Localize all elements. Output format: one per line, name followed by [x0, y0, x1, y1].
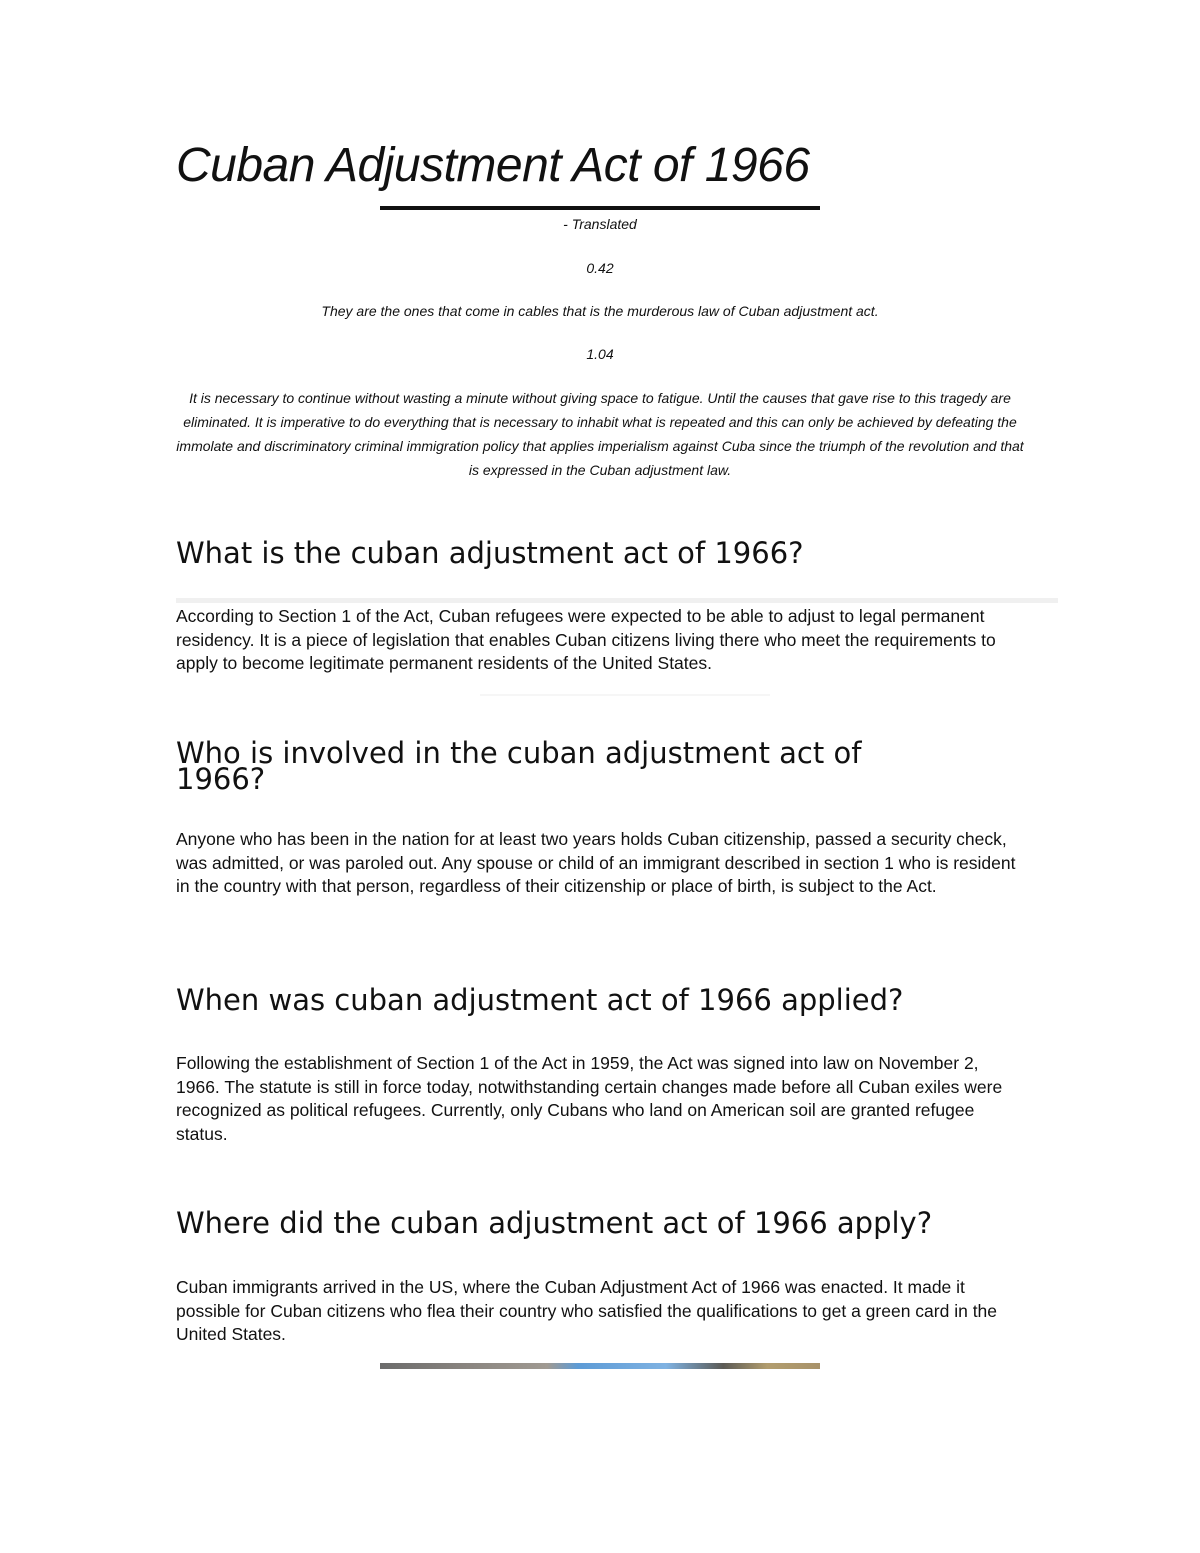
- title-underline: [380, 206, 820, 210]
- faint-divider: [480, 694, 770, 696]
- quote-2: It is necessary to continue without wasting a minute without giving space to fatigue. Until the causes that gave rise to this tragedy are eliminated. It is imperative to do everything that is necessary to inhabit what is repeated and this can only be achieved by defeating the immolate and discriminatory criminal immigration policy that applies imperialism against Cuba since the triumph of the revolution and that is expressed in the Cuban adjustment law.: [176, 390, 1024, 478]
- section-heading-who: Who is involved in the cuban adjustment act of 1966?: [176, 736, 862, 796]
- translated-label: - Translated: [563, 216, 637, 232]
- document-title: Cuban Adjustment Act of 1966: [176, 139, 810, 192]
- section-heading-what: What is the cuban adjustment act of 1966?: [176, 536, 804, 570]
- quote-1: They are the ones that come in cables that is the murderous law of Cuban adjustment act.: [321, 303, 879, 319]
- section-body-where: Cuban immigrants arrived in the US, where the Cuban Adjustment Act of 1966 was enacted. It made it possible for Cuban citizens who flea their country who satisfied the qualifications to get a green card in the United States.: [176, 1277, 998, 1344]
- image-top-edge: [380, 1363, 820, 1369]
- section-body-what: According to Section 1 of the Act, Cuban refugees were expected to be able to adjust to legal permanent residency. It is a piece of legislation that enables Cuban citizens living there who meet the requirements to apply to become legitimate permanent residents of the United States.: [176, 606, 996, 673]
- section-body-when: Following the establishment of Section 1 of the Act in 1959, the Act was signed into law on November 2, 1966. The statute is still in force today, notwithstanding certain changes made before all Cuban exiles were recognized as political refugees. Currently, only Cubans who land on American soil are granted refugee status.: [176, 1053, 1003, 1144]
- section-heading-when: When was cuban adjustment act of 1966 applied?: [176, 983, 904, 1017]
- timestamp-1: 0.42: [586, 260, 614, 276]
- section-body-who: Anyone who has been in the nation for at least two years holds Cuban citizenship, passed a security check, was admitted, or was paroled out. Any spouse or child of an immigrant described in section 1 who is resident in the country with that person, regardless of their citizenship or place of birth, is subject to the Act.: [176, 829, 1016, 896]
- section-divider: [176, 598, 1058, 603]
- timestamp-2: 1.04: [586, 346, 614, 362]
- section-heading-where: Where did the cuban adjustment act of 1966 apply?: [176, 1206, 933, 1240]
